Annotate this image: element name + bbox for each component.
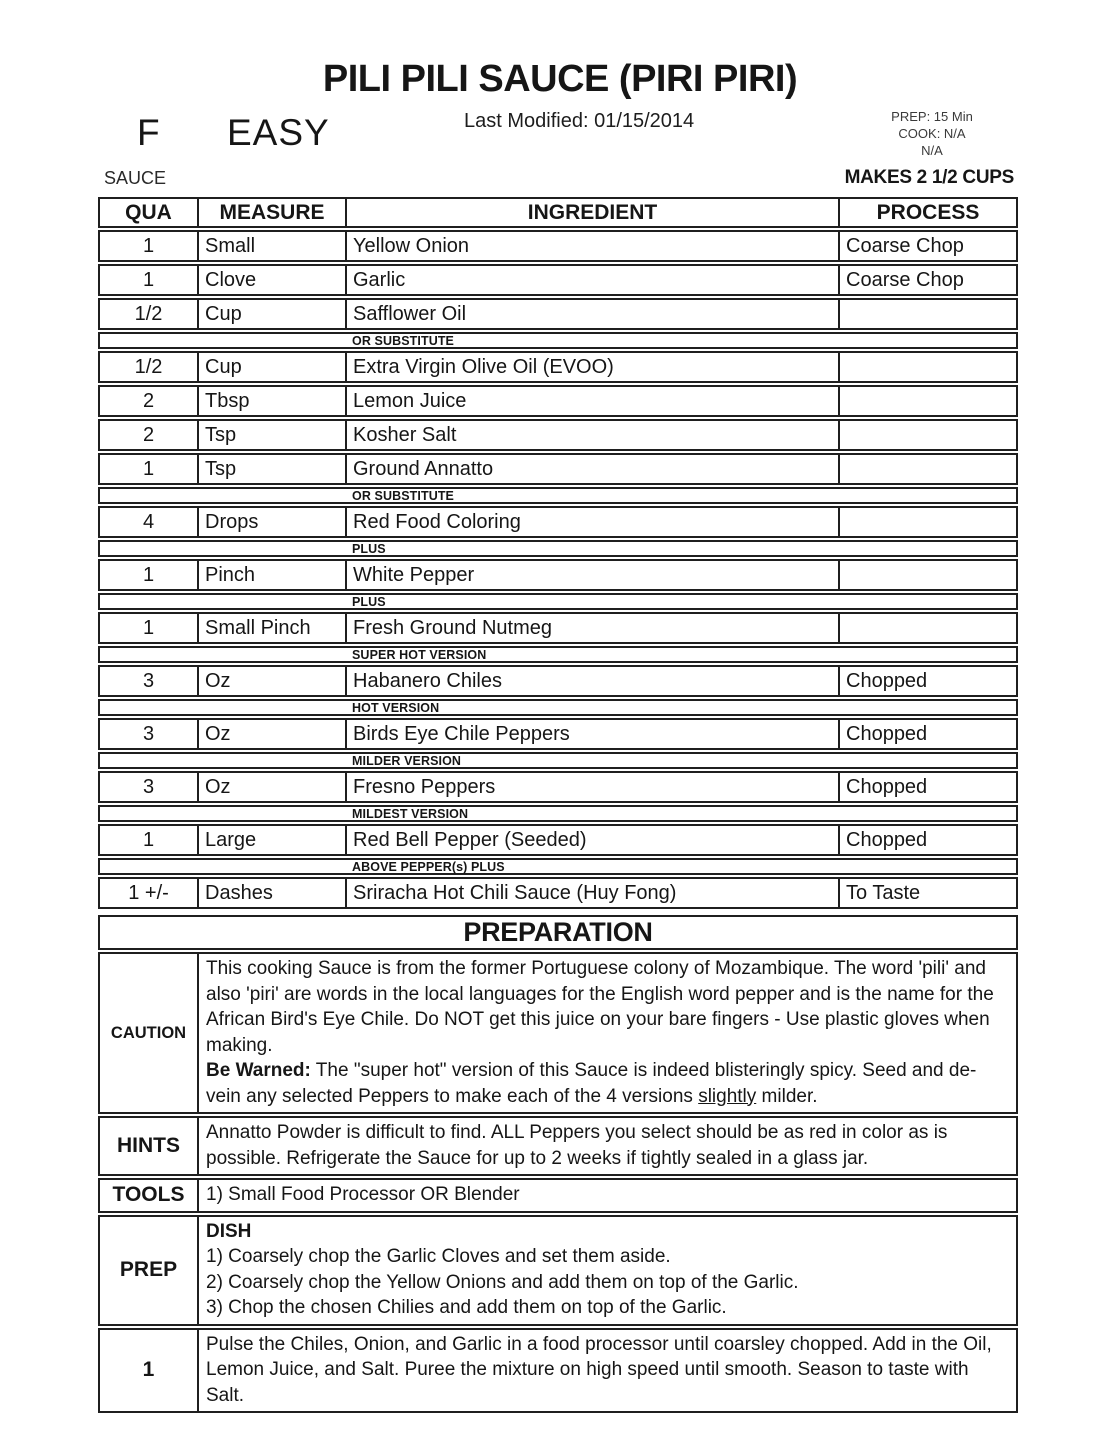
qua-cell [100, 826, 197, 854]
measure-value: Tsp [205, 457, 237, 480]
process-value: Coarse Chop [846, 234, 964, 257]
preparation-rows [98, 952, 1018, 1413]
measure-cell [197, 614, 345, 642]
measure-value: Large [205, 828, 257, 851]
page-title: PILI PILI SAUCE (PIRI PIRI) [322, 58, 798, 100]
process-cell [838, 667, 1016, 695]
section-label: HOT VERSION [352, 700, 440, 715]
measure-value: Cup [205, 302, 242, 325]
process-cell [838, 455, 1016, 483]
qua-value: 1 [142, 268, 155, 291]
ingredient-value: Birds Eye Chile Peppers [353, 722, 570, 745]
text-segment: Be Warned: [206, 1060, 311, 1081]
measure-column-header [197, 199, 345, 226]
ingredient-row [98, 824, 1018, 856]
process-cell [838, 387, 1016, 415]
section-row [98, 699, 1018, 716]
ingredient-value: Sriracha Hot Chili Sauce (Huy Fong) [353, 881, 677, 904]
difficulty-label: EASY [227, 112, 330, 153]
text-block [206, 1182, 1008, 1208]
prep-row [98, 952, 1018, 1114]
ingredient-value: Ground Annatto [353, 457, 494, 480]
qua-value: 1 [142, 234, 155, 257]
ingredient-value: Yellow Onion [353, 234, 470, 257]
process-column-header [838, 199, 1016, 226]
section-row [98, 593, 1018, 610]
ingredients-header-row [98, 197, 1018, 228]
qua-cell [100, 266, 197, 294]
ingredient-value: Red Food Coloring [353, 510, 521, 533]
process-cell [838, 773, 1016, 801]
qua-cell [100, 773, 197, 801]
process-cell [838, 300, 1016, 328]
ingredient-cell [345, 421, 838, 449]
ingredient-value: Garlic [353, 268, 406, 291]
measure-cell [197, 353, 345, 381]
prep-row [98, 1178, 1018, 1213]
qua-value: 1 [142, 563, 155, 586]
ingredient-value: Kosher Salt [353, 423, 457, 446]
text-segment: milder. [756, 1085, 818, 1107]
ingredient-value: Lemon Juice [353, 389, 467, 412]
text-block [206, 1219, 1008, 1245]
text-segment: 2) Coarsely chop the Yellow Onions and add them on top of the Garlic. [206, 1271, 799, 1293]
category-label: SAUCE [104, 168, 167, 188]
process-cell [838, 826, 1016, 854]
measure-cell [197, 561, 345, 589]
qua-value: 4 [142, 510, 155, 533]
text-block [206, 1295, 1008, 1321]
measure-value: Oz [205, 669, 231, 692]
ingredient-column-header [345, 199, 838, 226]
last-modified-date: Last Modified: 01/15/2014 [464, 110, 695, 132]
qua-value: 3 [142, 722, 155, 745]
prep-row-label: 1 [100, 1330, 199, 1412]
ingredient-row [98, 453, 1018, 485]
qua-cell [100, 387, 197, 415]
text-block [206, 1120, 1008, 1171]
time-info [852, 108, 1012, 159]
text-block [206, 1058, 1008, 1109]
ingredient-cell [345, 826, 838, 854]
prep-row-text [199, 1217, 1016, 1324]
ingredient-row [98, 385, 1018, 417]
measure-cell [197, 421, 345, 449]
section-row [98, 805, 1018, 822]
ingredient-value: Habanero Chiles [353, 669, 502, 692]
cook-time: COOK: N/A [898, 126, 966, 141]
prep-row [98, 1328, 1018, 1414]
ingredient-cell [345, 667, 838, 695]
ingredient-value: Safflower Oil [353, 302, 467, 325]
qua-cell [100, 614, 197, 642]
qua-cell [100, 353, 197, 381]
section-label: MILDEST VERSION [352, 806, 469, 821]
measure-value: Small Pinch [205, 616, 311, 639]
prep-row-text [199, 1118, 1016, 1174]
prep-row-text [199, 1330, 1016, 1412]
section-label: OR SUBSTITUTE [352, 333, 454, 348]
process-cell [838, 614, 1016, 642]
qua-value: 1/2 [134, 302, 163, 325]
ingredient-cell [345, 232, 838, 260]
section-row [98, 487, 1018, 504]
measure-value: Cup [205, 355, 242, 378]
text-segment: 1) Small Food Processor OR Blender [206, 1184, 520, 1205]
section-label: MILDER VERSION [352, 753, 462, 768]
ingredient-value: White Pepper [353, 563, 475, 586]
ingredient-row [98, 351, 1018, 383]
prep-row-label: HINTS [100, 1118, 199, 1174]
section-row [98, 646, 1018, 663]
qua-cell [100, 561, 197, 589]
qua-value: 1/2 [134, 355, 163, 378]
text-segment: The "super hot" version of this Sauce is indeed blisteringly spicy. Seed and de-vein any selected Peppers to make each of the 4 versions [206, 1060, 977, 1107]
section-row [98, 332, 1018, 349]
process-value: Chopped [846, 669, 928, 692]
yield-label: MAKES 2 1/2 CUPS [844, 167, 1014, 188]
process-value: Chopped [846, 828, 928, 851]
text-segment: Pulse the Chiles, Onion, and Garlic in a food processor until coarsley chopped. Add in the Oil, Lemon Juice, and Salt. Puree the mixture on high speed until smooth. Season to taste with Salt. [206, 1333, 992, 1406]
ingredient-row [98, 559, 1018, 591]
measure-cell [197, 667, 345, 695]
measure-cell [197, 508, 345, 536]
text-block [206, 956, 1008, 1058]
prep-row [98, 1116, 1018, 1176]
section-label: PLUS [352, 541, 386, 556]
qua-cell [100, 508, 197, 536]
measure-value: Clove [205, 268, 257, 291]
qua-cell [100, 455, 197, 483]
process-cell [838, 720, 1016, 748]
measure-value: Dashes [205, 881, 273, 904]
preparation-table [98, 915, 1018, 1415]
measure-value: Small [205, 234, 256, 257]
ingredient-cell [345, 561, 838, 589]
process-value: Chopped [846, 722, 928, 745]
ingredient-cell [345, 508, 838, 536]
ingredient-value: Fresno Peppers [353, 775, 496, 798]
ingredient-row [98, 877, 1018, 909]
section-label: ABOVE PEPPER(s) PLUS [352, 859, 505, 874]
process-cell [838, 508, 1016, 536]
qua-value: 2 [142, 423, 155, 446]
process-value: To Taste [846, 881, 921, 904]
measure-value: Oz [205, 775, 231, 798]
process-cell [838, 266, 1016, 294]
prep-row-text [199, 1180, 1016, 1211]
ingredient-row [98, 665, 1018, 697]
process-cell [838, 561, 1016, 589]
other-time: N/A [921, 143, 943, 158]
section-label: SUPER HOT VERSION [352, 647, 487, 662]
measure-cell [197, 720, 345, 748]
section-row [98, 752, 1018, 769]
column-header-text: INGREDIENT [527, 200, 658, 224]
qua-value: 1 [142, 457, 155, 480]
measure-value: Oz [205, 722, 231, 745]
qua-cell [100, 421, 197, 449]
ingredient-row [98, 771, 1018, 803]
prep-time: PREP: 15 Min [891, 109, 973, 124]
text-segment: This cooking Sauce is from the former Portuguese colony of Mozambique. The word 'pili' and also 'piri' are words in the local languages for the English word pepper and is the name for the African Bird's Eye Chile. Do NOT get this juice on your bare fingers - Use plastic gloves when making. [206, 958, 994, 1056]
text-segment: DISH [206, 1220, 252, 1242]
qua-column-header [100, 199, 197, 226]
prep-row-label: TOOLS [100, 1180, 199, 1211]
section-row [98, 858, 1018, 875]
ingredients-table [98, 197, 1018, 911]
measure-cell [197, 773, 345, 801]
measure-value: Drops [205, 510, 259, 533]
ingredient-cell [345, 773, 838, 801]
prep-row-label: CAUTION [100, 954, 199, 1112]
qua-value: 3 [142, 669, 155, 692]
prep-row-label: PREP [100, 1217, 199, 1324]
ingredient-row [98, 718, 1018, 750]
qua-value: 2 [142, 389, 155, 412]
measure-cell [197, 879, 345, 907]
ingredient-cell [345, 387, 838, 415]
qua-cell [100, 232, 197, 260]
text-block [206, 1270, 1008, 1296]
ingredient-row [98, 230, 1018, 262]
prep-row [98, 1215, 1018, 1326]
ingredient-cell [345, 720, 838, 748]
ingredient-cell [345, 879, 838, 907]
measure-value: Pinch [205, 563, 256, 586]
qua-value: 1 +/- [128, 881, 169, 904]
text-block [206, 1332, 1008, 1409]
process-cell [838, 421, 1016, 449]
preparation-title-text: PREPARATION [463, 917, 653, 947]
process-value: Chopped [846, 775, 928, 798]
ingredient-value: Extra Virgin Olive Oil (EVOO) [353, 355, 614, 378]
qua-value: 1 [142, 616, 155, 639]
qua-cell [100, 720, 197, 748]
measure-cell [197, 387, 345, 415]
qua-cell [100, 667, 197, 695]
section-row [98, 540, 1018, 557]
prep-row-text [199, 954, 1016, 1112]
text-segment: 1) Coarsely chop the Garlic Cloves and set them aside. [206, 1246, 671, 1267]
ingredient-cell [345, 266, 838, 294]
ingredient-row [98, 264, 1018, 296]
qua-cell [100, 300, 197, 328]
column-header-text: QUA [125, 200, 172, 224]
text-segment: slightly [698, 1085, 757, 1107]
ingredient-value: Fresh Ground Nutmeg [353, 616, 552, 639]
measure-cell [197, 266, 345, 294]
qua-value: 1 [142, 828, 155, 851]
ingredient-cell [345, 300, 838, 328]
qua-value: 3 [142, 775, 155, 798]
ingredient-cell [345, 455, 838, 483]
ingredient-value: Red Bell Pepper (Seeded) [353, 828, 587, 851]
measure-value: Tbsp [205, 389, 250, 412]
ingredient-cell [345, 353, 838, 381]
process-cell [838, 879, 1016, 907]
column-header-text: PROCESS [876, 200, 980, 224]
measure-cell [197, 300, 345, 328]
ingredient-row [98, 506, 1018, 538]
preparation-title [98, 915, 1018, 950]
ingredient-row [98, 298, 1018, 330]
process-value: Coarse Chop [846, 268, 964, 291]
qua-cell [100, 879, 197, 907]
ingredient-row [98, 612, 1018, 644]
text-segment: Annatto Powder is difficult to find. ALL Peppers you select should be as red in color as is possible. Refrigerate the Sauce for up to 2 weeks if tightly sealed in a glass jar. [206, 1122, 948, 1169]
column-header-text: MEASURE [219, 200, 325, 224]
ingredient-row [98, 419, 1018, 451]
ingredient-cell [345, 614, 838, 642]
measure-cell [197, 232, 345, 260]
text-block [206, 1244, 1008, 1270]
grade-letter: F [137, 112, 160, 153]
process-cell [838, 353, 1016, 381]
measure-cell [197, 826, 345, 854]
section-label: OR SUBSTITUTE [352, 488, 454, 503]
measure-value: Tsp [205, 423, 237, 446]
text-segment: 3) Chop the chosen Chilies and add them on top of the Garlic. [206, 1297, 727, 1318]
section-label: PLUS [352, 594, 386, 609]
process-cell [838, 232, 1016, 260]
measure-cell [197, 455, 345, 483]
